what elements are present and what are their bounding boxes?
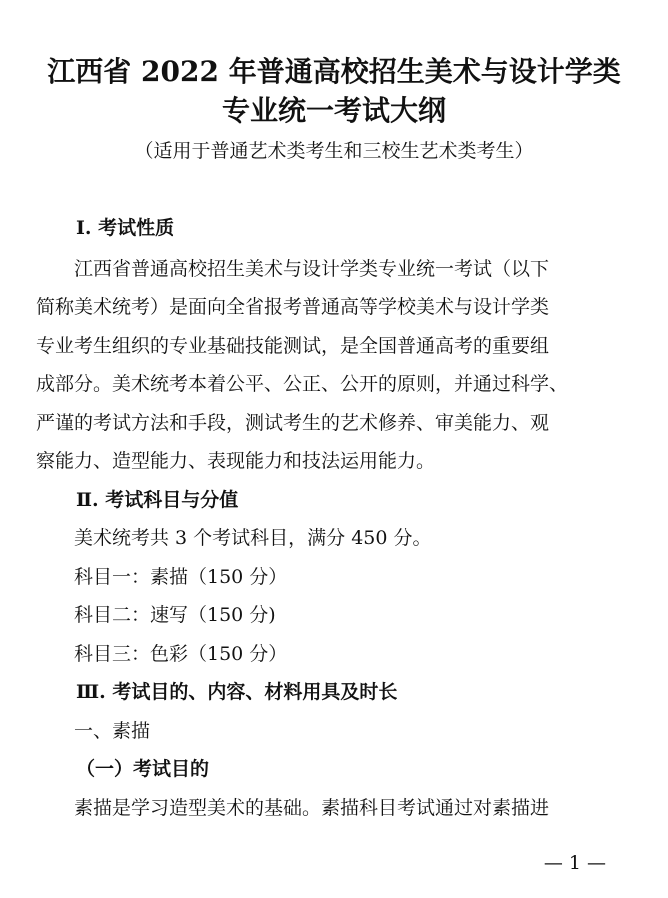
section-1-paragraph-line: 严谨的考试方法和手段，测试考生的艺术修养、审美能力、观 <box>36 412 550 434</box>
section-1-heading: Ⅰ. 考试性质 <box>76 217 175 239</box>
section-1-paragraph-line: 专业考生组织的专业基础技能测试，是全国普通高考的重要组 <box>36 335 550 357</box>
section-3-subsubheading: （一）考试目的 <box>76 758 210 780</box>
document-subtitle: （适用于普通艺术类考生和三校生艺术类考生） <box>134 140 534 162</box>
document-title-line-1: 江西省 2022 年普通高校招生美术与设计学类 <box>47 55 621 88</box>
document-title-line-2: 专业统一考试大纲 <box>221 94 446 127</box>
section-1-paragraph-line: 江西省普通高校招生美术与设计学类专业统一考试（以下 <box>74 258 550 280</box>
section-3-paragraph-line: 素描是学习造型美术的基础。素描科目考试通过对素描进 <box>74 797 550 819</box>
subject-item: 科目三：色彩（150 分） <box>74 643 288 665</box>
section-3-heading: Ⅲ. 考试目的、内容、材料用具及时长 <box>76 681 398 703</box>
section-2-heading: Ⅱ. 考试科目与分值 <box>76 489 239 511</box>
section-3-subheading: 一、素描 <box>74 720 151 742</box>
page-number: — 1 — <box>543 852 606 874</box>
section-2-intro: 美术统考共 3 个考试科目，满分 450 分。 <box>74 527 432 549</box>
subject-item: 科目二：速写（150 分) <box>74 604 276 626</box>
section-1-paragraph-line: 简称美术统考）是面向全省报考普通高等学校美术与设计学类 <box>36 296 550 318</box>
subject-item: 科目一：素描（150 分） <box>74 566 288 588</box>
section-1-paragraph-line: 成部分。美术统考本着公平、公正、公开的原则，并通过科学、 <box>36 373 569 395</box>
section-1-paragraph-line: 察能力、造型能力、表现能力和技法运用能力。 <box>36 450 436 472</box>
